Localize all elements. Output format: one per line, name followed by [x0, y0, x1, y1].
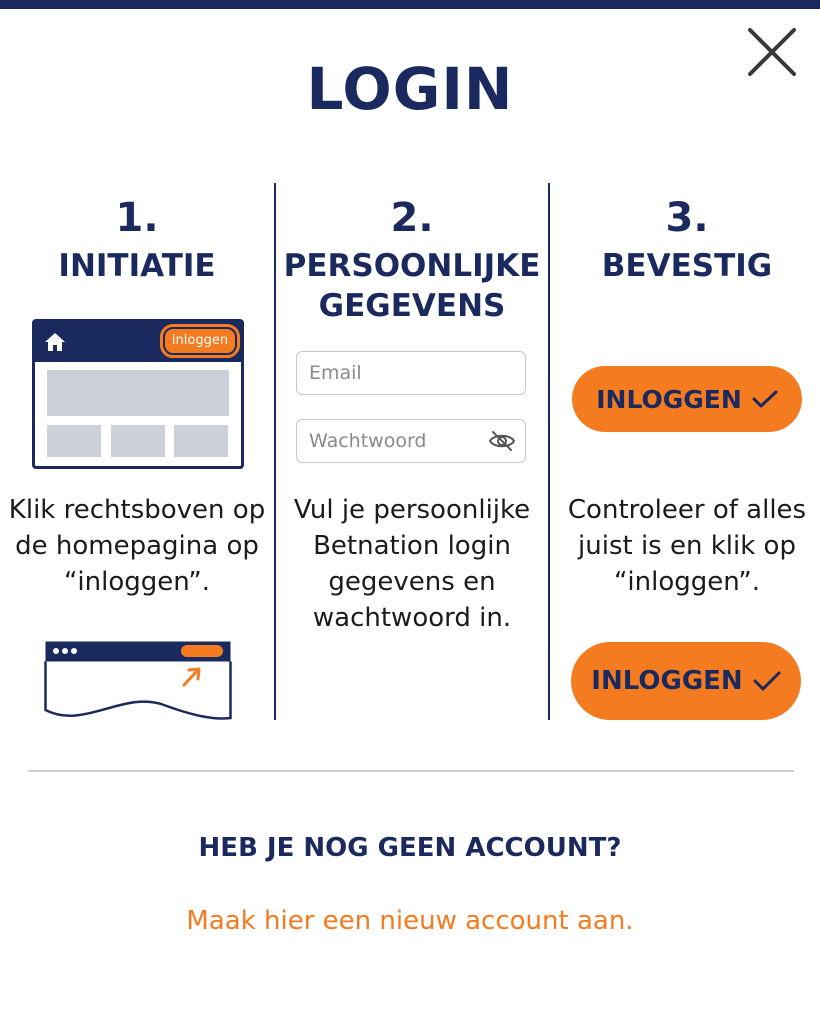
arrow-cursor-icon [184, 669, 199, 685]
section-divider [28, 770, 794, 772]
browser-illustration [44, 640, 232, 724]
no-account-heading: HEB JE NOG GEEN ACCOUNT? [198, 833, 622, 863]
step-title: INITIATIE [58, 248, 216, 284]
placeholder-block [111, 425, 165, 457]
illustration-login-pill: inloggen [165, 329, 235, 353]
step-title: BEVESTIG [601, 248, 773, 284]
eye-slash-icon[interactable] [488, 429, 516, 453]
login-button-label: INLOGGEN [591, 666, 743, 696]
column-divider [548, 183, 550, 720]
step-description: Klik rechtsboven op de homepagina op “inloggen”. [8, 495, 266, 597]
step-title: PERSOONLIJKE GEGEVENS [283, 248, 541, 324]
step-1 [2, 192, 272, 286]
login-button-large[interactable] [571, 642, 801, 720]
homepage-illustration [32, 319, 244, 469]
home-icon [43, 330, 67, 354]
create-account-link[interactable]: Maak hier een nieuw account aan. [186, 906, 634, 936]
login-button[interactable] [572, 366, 802, 432]
step-2 [277, 192, 547, 326]
top-accent-bar [0, 0, 820, 9]
placeholder-block [174, 425, 228, 457]
email-field[interactable] [296, 351, 526, 395]
placeholder-block [47, 425, 101, 457]
placeholder-block [47, 370, 229, 416]
step-description: Controleer of alles juist is en klik op “inloggen”. [567, 495, 807, 597]
step-number: 1. [115, 195, 159, 241]
login-button-label: INLOGGEN [596, 384, 742, 414]
step-3 [552, 192, 820, 286]
step-description: Vul je persoonlijke Betnation login gegevens en wachtwoord in. [293, 495, 531, 633]
page-title: LOGIN [306, 55, 514, 123]
step-number: 3. [665, 195, 709, 241]
check-icon [752, 389, 778, 409]
check-icon [753, 670, 781, 692]
step-number: 2. [390, 195, 434, 241]
column-divider [274, 183, 276, 720]
